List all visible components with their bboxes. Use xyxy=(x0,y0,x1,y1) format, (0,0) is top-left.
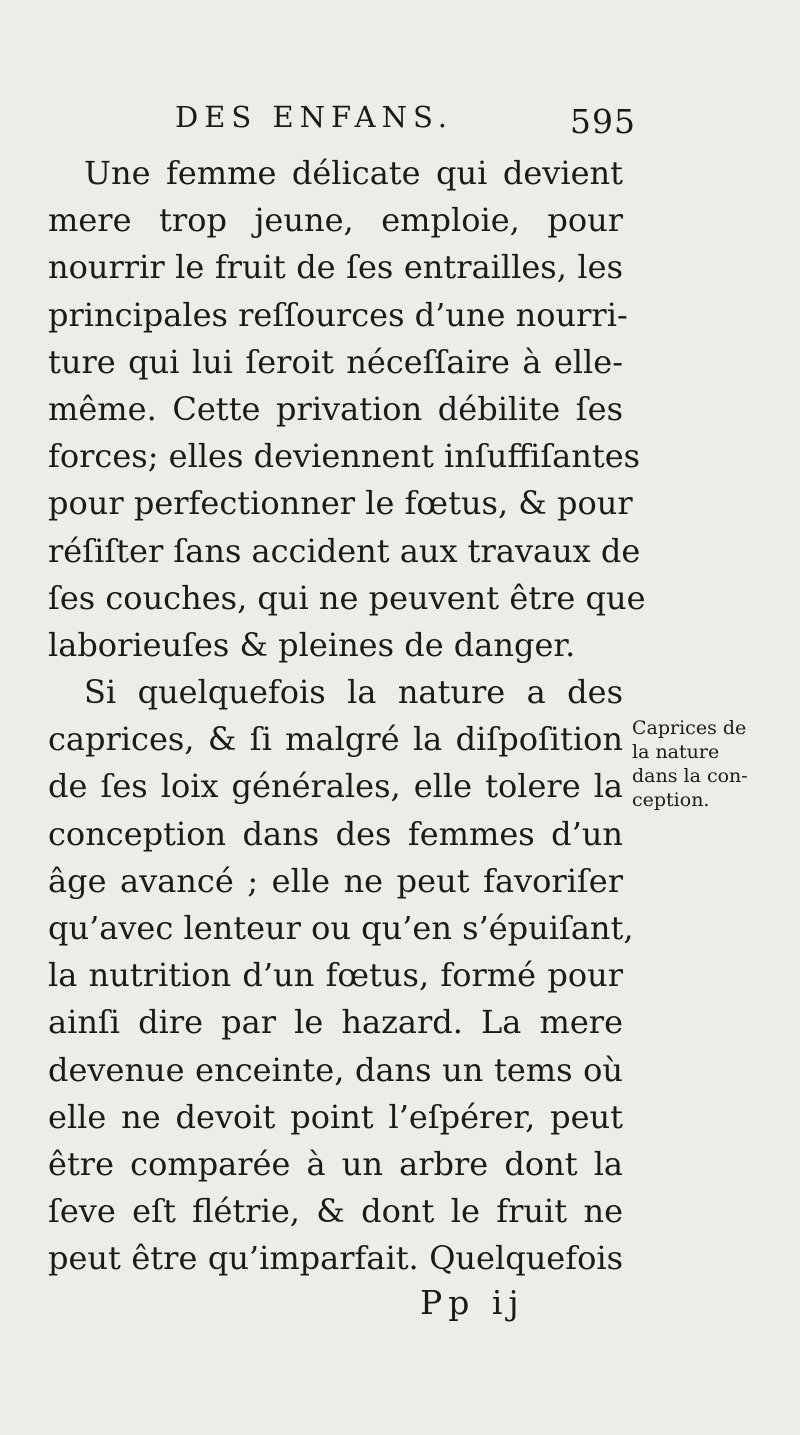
text-line: même. Cette privation débilite ſes xyxy=(48,389,623,428)
text-line: elle ne devoit point l’eſpérer, peut xyxy=(48,1097,623,1136)
signature-mark: Pp ij xyxy=(420,1283,525,1322)
text-line: ainſi dire par le hazard. La mere xyxy=(48,1003,623,1042)
page-number: 595 xyxy=(570,102,636,141)
margin-note-line: ception. xyxy=(632,789,710,811)
text-line: pour perfectionner le fœtus, & pour xyxy=(48,484,633,523)
text-line: caprices, & ſi malgré la diſpoſition xyxy=(48,720,623,759)
text-line: nourrir le fruit de ſes entrailles, les xyxy=(48,248,623,287)
text-line: mere trop jeune, emploie, pour xyxy=(48,201,623,240)
text-line: ſes couches, qui ne peuvent être que xyxy=(48,578,646,617)
running-head: DES ENFANS. xyxy=(175,100,454,134)
text-line: Une femme délicate qui devient xyxy=(84,154,623,192)
text-line: devenue enceinte, dans un tems où xyxy=(48,1050,623,1089)
text-line: réſiſter ſans accident aux travaux de xyxy=(48,531,641,570)
text-line: la nutrition d’un fœtus, formé pour xyxy=(48,956,623,995)
text-line: principales reſſources d’une nourri- xyxy=(48,295,628,334)
margin-note xyxy=(632,716,782,812)
text-line: âge avancé ; elle ne peut favoriſer xyxy=(48,861,623,900)
text-line: de ſes loix générales, elle tolere la xyxy=(48,767,623,806)
text-line: conception dans des femmes d’un xyxy=(48,814,623,853)
text-line: qu’avec lenteur ou qu’en s’épuiſant, xyxy=(48,909,634,947)
margin-note-line: Caprices de xyxy=(632,717,747,739)
text-line: ſeve eſt flétrie, & dont le fruit ne xyxy=(48,1192,623,1231)
body-text xyxy=(48,150,646,1283)
text-line: peut être qu’imparfait. Quelquefois xyxy=(48,1239,623,1278)
text-line: Si quelquefois la nature a des xyxy=(84,673,623,712)
margin-note-line: la nature xyxy=(632,741,720,763)
text-line: être comparée à un arbre dont la xyxy=(48,1144,623,1183)
margin-note-line: dans la con- xyxy=(632,765,748,787)
text-line: ture qui lui ſeroit néceſſaire à elle- xyxy=(48,342,623,381)
text-line: laborieuſes & pleines de danger. xyxy=(48,625,576,664)
text-line: forces; elles deviennent inſuffiſantes xyxy=(48,437,641,476)
